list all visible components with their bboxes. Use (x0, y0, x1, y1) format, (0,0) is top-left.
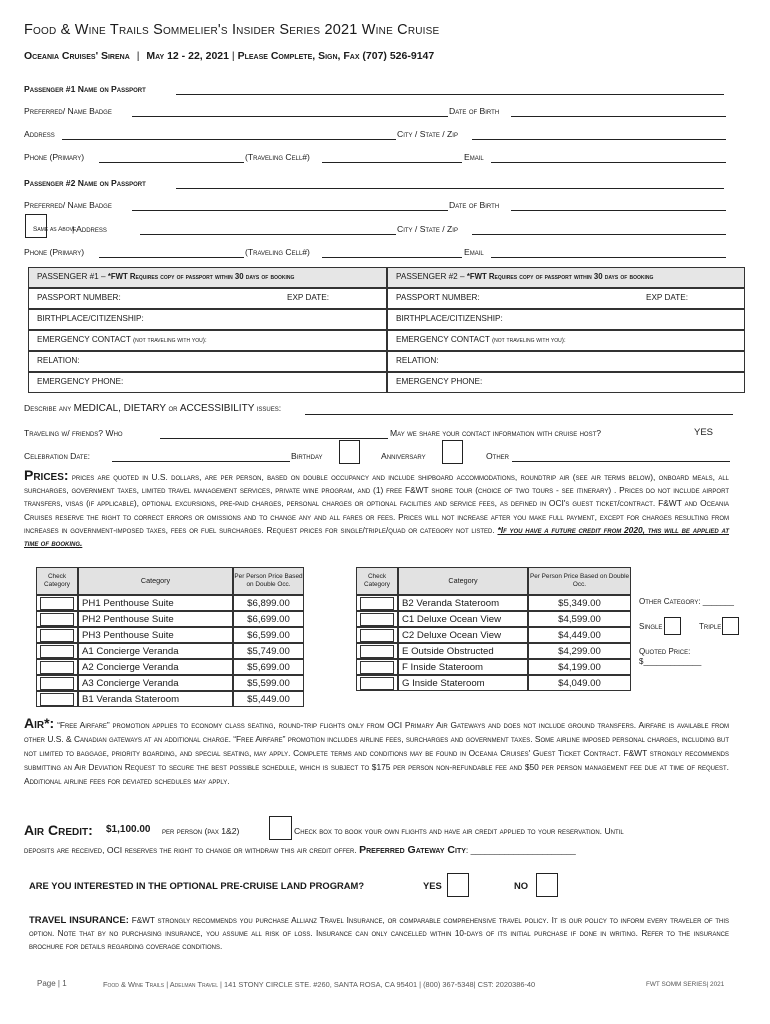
category-price: $5,699.00 (233, 659, 304, 675)
describe-accessibility: ACCESSIBILITY (179, 403, 255, 414)
p2-pref-field[interactable] (132, 210, 448, 211)
p1-cell-field[interactable] (322, 162, 462, 163)
p1-dob-field[interactable] (511, 116, 726, 117)
separator: | (231, 50, 235, 62)
p2-address-label: | Address (72, 224, 107, 234)
describe-or: or (166, 403, 180, 413)
air-credit-checkbox[interactable] (269, 816, 292, 840)
air-paragraph (24, 716, 729, 788)
emergency-contact-field[interactable] (387, 330, 745, 351)
category-checkbox-cell (36, 627, 78, 643)
p1-phone-field[interactable] (99, 162, 244, 163)
category-name: C1 Deluxe Ocean View (398, 611, 528, 627)
birthplace-field[interactable] (387, 309, 745, 330)
relation-label: RELATION: (37, 356, 80, 365)
share-yes-label: YES (694, 427, 714, 438)
p1-email-field[interactable] (491, 162, 726, 163)
p1-phone-label: Phone (Primary) (24, 152, 85, 162)
birthday-label: Birthday (291, 451, 323, 461)
category-checkbox[interactable] (360, 677, 394, 690)
passport-number-field[interactable] (387, 288, 745, 309)
emergency-contact-label: EMERGENCY CONTACT (37, 335, 131, 344)
exp-date-label: EXP DATE: (646, 293, 689, 302)
box-header-passenger: PASSENGER #1 – (37, 272, 108, 281)
passport-number-field[interactable] (28, 288, 387, 309)
insurance-heading: TRAVEL INSURANCE: (29, 915, 129, 926)
category-price: $5,349.00 (528, 595, 631, 611)
fax-instructions: Please Complete, Sign, Fax (707) 526-9147 (237, 50, 435, 62)
p2-cell-label: (Traveling Cell#) (245, 247, 310, 257)
traveling-friends-field[interactable] (160, 438, 388, 439)
footer-address: Food & Wine Trails | Adelman Travel | 141 STONY CIRCLE STE. #260, SANTA ROSA, CA 95401 | (800) 367-5348| CST: 2020386-40 (103, 980, 536, 989)
prices-text: prices are quoted in U.S. dollars, are per person, based on double occupancy and include shipboard accommodations, roundtrip air (see air terms below), onboard meals, all surcharges, government taxes, limited travel management services, private wine program, and (1) free F&WT shore tour (choice of two tours - see itinerary) . Prices do not include airport transfers, visas (if applicable), optional excursions, pre-paid charges, personal charges or optional facilities and service fees, as defined in OCI's guest ticket/contract. F&WT and Oceania Cruises reserve the right to correct errors or omissions and to change any and all fares or fees. Prices will not increase after you make full payment, except for charges resulting from increases in government-imposed taxes, fees or fuel surcharges. Request prices for single/triple/quad or category not listed. (24, 472, 729, 535)
air-credit-line2 (24, 844, 576, 856)
category-name: PH1 Penthouse Suite (78, 595, 233, 611)
category-checkbox-cell (36, 595, 78, 611)
category-name: G Inside Stateroom (398, 675, 528, 691)
p2-cell-field[interactable] (322, 257, 462, 258)
describe-text: Describe any (24, 403, 74, 413)
category-price: $5,749.00 (233, 643, 304, 659)
air-credit-amount: $1,100.00 (106, 824, 151, 835)
category-price: $6,599.00 (233, 627, 304, 643)
p1-address-field[interactable] (62, 139, 396, 140)
preferred-gateway-field[interactable]: : ______________________ (465, 845, 576, 855)
category-price: $5,599.00 (233, 675, 304, 691)
air-credit-deposit-text: deposits are received, OCI reserves the right to change or withdraw this air credit offer. (24, 845, 357, 855)
relation-field[interactable] (387, 351, 745, 372)
p2-pref-label: Preferred/ Name Badge (24, 200, 112, 210)
p1-email-label: Email (464, 152, 484, 162)
relation-label: RELATION: (396, 356, 439, 365)
p1-dob-label: Date of Birth (449, 106, 500, 116)
p1-address-label: Address (24, 129, 55, 139)
p2-dob-field[interactable] (511, 210, 726, 211)
category-name: B1 Veranda Stateroom (78, 691, 233, 707)
p2-name-label: Passenger #2 Name on Passport (24, 178, 146, 188)
check-category-header: Check Category (356, 567, 398, 595)
other-label: Other (486, 451, 510, 461)
exp-date-label: EXP DATE: (287, 293, 330, 302)
category-checkbox[interactable] (40, 661, 74, 674)
category-price: $6,899.00 (233, 595, 304, 611)
prices-heading: Prices: (24, 467, 69, 483)
category-checkbox-cell (356, 627, 398, 643)
p2-email-label: Email (464, 247, 484, 257)
anniversary-label: Anniversary (381, 451, 426, 461)
category-price: $5,449.00 (233, 691, 304, 707)
category-checkbox[interactable] (360, 613, 394, 626)
p2-address-field[interactable] (140, 234, 396, 235)
describe-medical: MEDICAL, DIETARY (73, 403, 167, 414)
precruise-yes-checkbox[interactable] (447, 873, 469, 897)
single-checkbox[interactable] (664, 617, 681, 635)
price-header: Per Person Price Based on Double Occ. (528, 567, 631, 595)
p1-name-label: Passenger #1 Name on Passport (24, 84, 146, 94)
quoted-price-field[interactable]: $_____________ (639, 657, 702, 666)
category-checkbox[interactable] (360, 645, 394, 658)
triple-label: Triple (699, 622, 722, 631)
category-name: A1 Concierge Veranda (78, 643, 233, 659)
category-checkbox[interactable] (40, 613, 74, 626)
other-field[interactable] (512, 461, 730, 462)
insurance-text: F&WT strongly recommends you purchase Allianz Travel Insurance, or comparable comprehensive travel policy. It is our policy to inform every traveler of this option. Note that by no purchasing insurance, you assume all risk of loss. Insurance can only cancelled within 10-days of its initial purchase if done in writing. Refer to the insurance brochure for details regarding coverage conditions. (29, 916, 729, 951)
p1-name-field[interactable] (176, 94, 724, 95)
category-checkbox[interactable] (40, 629, 74, 642)
category-header: Category (78, 567, 233, 595)
category-header: Category (398, 567, 528, 595)
preferred-gateway-label: Preferred Gateway City (359, 844, 466, 856)
category-checkbox-cell (356, 611, 398, 627)
category-checkbox[interactable] (360, 661, 394, 674)
share-contact-label: May we share your contact information with cruise host? (390, 428, 602, 438)
future-credit-note: *If you have a future credit from 2020, this will be applied at time of booking. (24, 524, 730, 549)
category-price: $6,699.00 (233, 611, 304, 627)
category-checkbox-cell (356, 595, 398, 611)
category-price: $4,049.00 (528, 675, 631, 691)
traveling-friends-label: Traveling w/ friends? Who (24, 428, 123, 438)
p2-phone-label: Phone (Primary) (24, 247, 85, 257)
category-checkbox-cell (36, 691, 78, 707)
p2-phone-field[interactable] (99, 257, 244, 258)
category-checkbox[interactable] (40, 645, 74, 658)
box-header-note: *FWT Requires copy of passport within 30 days of booking (107, 272, 295, 281)
category-price: $4,199.00 (528, 659, 631, 675)
box-header-note: *FWT Requires copy of passport within 30 days of booking (466, 272, 654, 281)
precruise-question: ARE YOU INTERESTED IN THE OPTIONAL PRE-CRUISE LAND PROGRAM? (29, 880, 365, 891)
category-name: PH3 Penthouse Suite (78, 627, 233, 643)
passport-box-header (28, 267, 387, 288)
air-credit-check-text: Check box to book your own flights and have air credit applied to your reservation. Until (294, 826, 624, 836)
emergency-phone-label: EMERGENCY PHONE: (396, 377, 483, 386)
birthplace-field[interactable] (28, 309, 387, 330)
category-name: B2 Veranda Stateroom (398, 595, 528, 611)
category-price: $4,599.00 (528, 611, 631, 627)
p1-cell-label: (Traveling Cell#) (245, 152, 310, 162)
form-title: Food & Wine Trails Sommelier's Insider Series 2021 Wine Cruise (24, 22, 440, 38)
category-checkbox[interactable] (40, 677, 74, 690)
air-credit-per-person: per person (pax 1&2) (162, 826, 240, 836)
category-checkbox-cell (356, 675, 398, 691)
anniversary-checkbox[interactable] (442, 440, 463, 464)
category-price: $4,299.00 (528, 643, 631, 659)
celebration-field[interactable] (112, 461, 290, 462)
emergency-contact-note: (not traveling with you): (133, 337, 207, 344)
category-checkbox-cell (36, 611, 78, 627)
describe-issues: issues: (254, 403, 282, 413)
category-checkbox[interactable] (40, 693, 74, 706)
category-name: A3 Concierge Veranda (78, 675, 233, 691)
quoted-price-label: Quoted Price: (639, 647, 691, 656)
birthplace-label: BIRTHPLACE/CITIZENSHIP: (37, 314, 144, 323)
emergency-contact-label: EMERGENCY CONTACT (396, 335, 490, 344)
medical-issues-label (24, 403, 281, 414)
prices-paragraph (24, 469, 729, 550)
insurance-paragraph (29, 914, 729, 953)
category-name: F Inside Stateroom (398, 659, 528, 675)
birthplace-label: BIRTHPLACE/CITIZENSHIP: (396, 314, 503, 323)
p2-email-field[interactable] (491, 257, 726, 258)
category-checkbox[interactable] (360, 597, 394, 610)
category-price: $4,449.00 (528, 627, 631, 643)
footer-series: FWT SOMM SERIES| 2021 (646, 981, 725, 988)
passport-number-label: PASSPORT NUMBER: (396, 293, 480, 302)
category-checkbox-cell (356, 643, 398, 659)
category-checkbox-cell (36, 659, 78, 675)
box-header-passenger: PASSENGER #2 – (396, 272, 467, 281)
p2-city-label: City / State / Zip (397, 224, 458, 234)
precruise-yes-label: YES (423, 880, 442, 891)
precruise-no-label: NO (514, 880, 529, 891)
category-name: C2 Deluxe Ocean View (398, 627, 528, 643)
birthday-checkbox[interactable] (339, 440, 360, 464)
check-category-header: Check Category (36, 567, 78, 595)
emergency-phone-field[interactable] (387, 372, 745, 393)
category-checkbox-cell (36, 675, 78, 691)
p1-city-label: City / State / Zip (397, 129, 458, 139)
separator: | (136, 50, 140, 62)
category-checkbox[interactable] (40, 597, 74, 610)
cruise-dates: May 12 - 22, 2021 (146, 50, 229, 62)
category-checkbox-cell (356, 659, 398, 675)
page-number: Page | 1 (37, 979, 67, 988)
category-checkbox[interactable] (360, 629, 394, 642)
other-category-label: Other Category: _______ (639, 597, 734, 606)
relation-field[interactable] (28, 351, 387, 372)
air-credit-heading: Air Credit: (24, 822, 93, 838)
p2-dob-label: Date of Birth (449, 200, 500, 210)
category-name: PH2 Penthouse Suite (78, 611, 233, 627)
celebration-label: Celebration Date: (24, 451, 90, 461)
subtitle (24, 50, 434, 62)
p1-pref-field[interactable] (132, 116, 448, 117)
medical-issues-field[interactable] (305, 414, 733, 415)
emergency-contact-note: (not traveling with you): (492, 337, 566, 344)
emergency-phone-field[interactable] (28, 372, 387, 393)
category-name: A2 Concierge Veranda (78, 659, 233, 675)
single-label: Single (639, 622, 663, 631)
price-header: Per Person Price Based on Double Occ. (233, 567, 304, 595)
air-text: “Free Airfare” promotion applies to economy class seating, round-trip flights only from OCI Primary Air Gateways and does not include ground transfers. Airfare is available from other U.S. & Canadian gateways at an additional charge. “Free Airfare” promotion includes airline fees, surcharges and government taxes. Some airline imposed personal charges, including but not limited to baggage, priority boarding, and special seating, may apply. Complete terms and conditions may be found in Oceania Cruises' Guest Ticket Contract. F&WT strongly recommends submitting an Air Deviation Request to secure the best possible schedule, which is subject to $175 per person non-refundable fee and $50 per person management fee due at time of request. Additional airline fees for deviated schedules may apply. (24, 720, 730, 786)
p1-city-field[interactable] (472, 139, 726, 140)
p2-name-field[interactable] (176, 188, 724, 189)
p2-city-field[interactable] (472, 234, 726, 235)
category-name: E Outside Obstructed (398, 643, 528, 659)
passport-box-header (387, 267, 745, 288)
passport-number-label: PASSPORT NUMBER: (37, 293, 121, 302)
same-as-above-label: Same as Above (33, 226, 77, 233)
emergency-contact-field[interactable] (28, 330, 387, 351)
p1-pref-label: Preferred/ Name Badge (24, 106, 112, 116)
ship-name: Oceania Cruises' Sirena (24, 50, 130, 62)
air-heading: Air*: (24, 715, 55, 731)
emergency-phone-label: EMERGENCY PHONE: (37, 377, 124, 386)
precruise-no-checkbox[interactable] (536, 873, 558, 897)
category-checkbox-cell (36, 643, 78, 659)
triple-checkbox[interactable] (722, 617, 739, 635)
